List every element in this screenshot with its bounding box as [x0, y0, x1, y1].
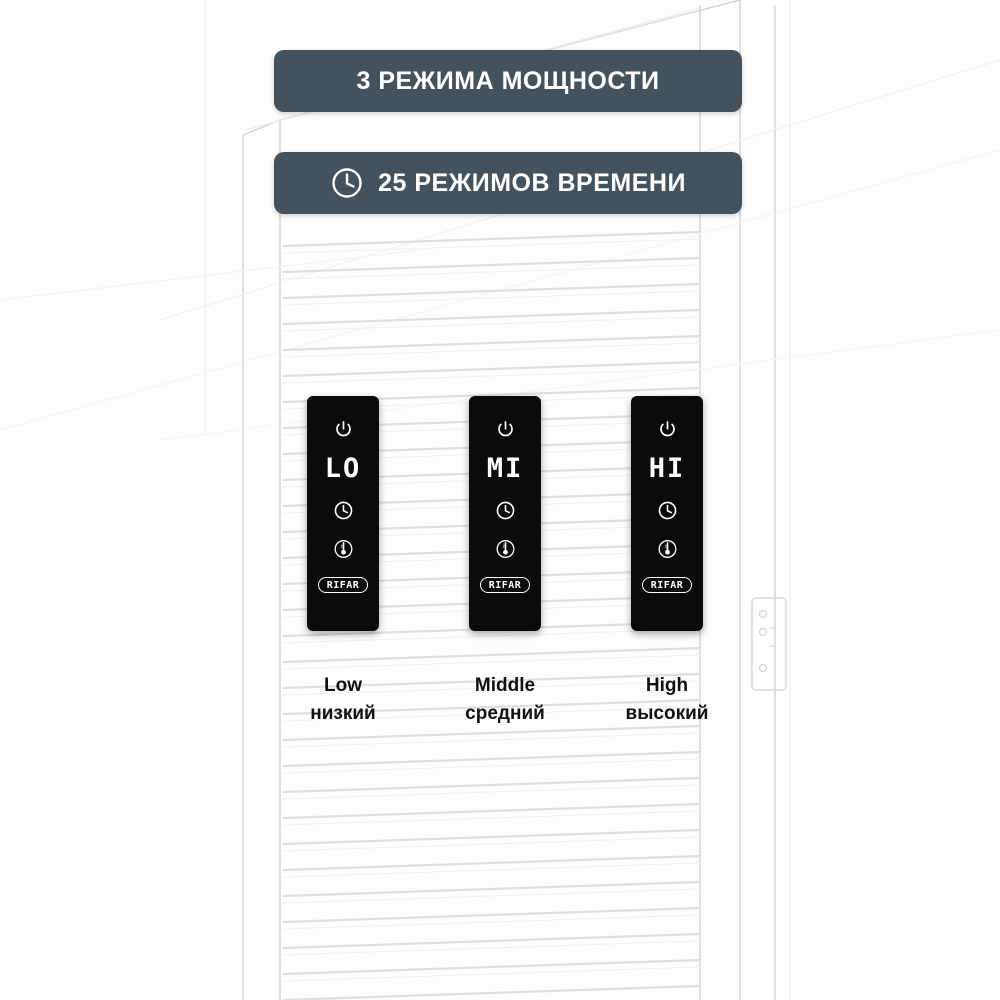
mode-display-high: HI	[648, 453, 686, 484]
control-panel-low[interactable]	[307, 396, 379, 631]
caption-high	[572, 672, 762, 727]
caption-middle-en: Middle	[474, 675, 536, 696]
caption-middle-ru: средний	[465, 702, 545, 724]
caption-low-en: Low	[324, 675, 362, 696]
power-icon[interactable]	[658, 420, 677, 439]
control-panel-middle[interactable]	[469, 396, 541, 631]
power-icon[interactable]	[334, 420, 353, 439]
clock-icon[interactable]	[657, 500, 678, 521]
mode-display-low: LO	[324, 453, 362, 484]
caption-high-en: High	[645, 675, 689, 696]
banner-time-modes	[274, 152, 742, 214]
banner-time-modes-label: 25 РЕЖИМОВ ВРЕМЕНИ	[378, 168, 686, 197]
thermometer-icon[interactable]	[334, 537, 353, 561]
brand-logo: RIFAR	[642, 577, 693, 593]
brand-logo: RIFAR	[318, 577, 369, 593]
mode-display-middle: MI	[486, 453, 524, 484]
thermometer-icon[interactable]	[496, 537, 515, 561]
caption-high-ru: высокий	[625, 702, 709, 724]
clock-icon	[330, 166, 364, 200]
control-panel-high[interactable]	[631, 396, 703, 631]
brand-logo: RIFAR	[480, 577, 531, 593]
clock-icon[interactable]	[495, 500, 516, 521]
caption-low-ru: низкий	[310, 702, 376, 724]
thermometer-icon[interactable]	[658, 537, 677, 561]
banner-power-modes	[274, 50, 742, 112]
banner-power-modes-label: 3 РЕЖИМА МОЩНОСТИ	[356, 66, 660, 95]
power-icon[interactable]	[496, 420, 515, 439]
clock-icon[interactable]	[333, 500, 354, 521]
